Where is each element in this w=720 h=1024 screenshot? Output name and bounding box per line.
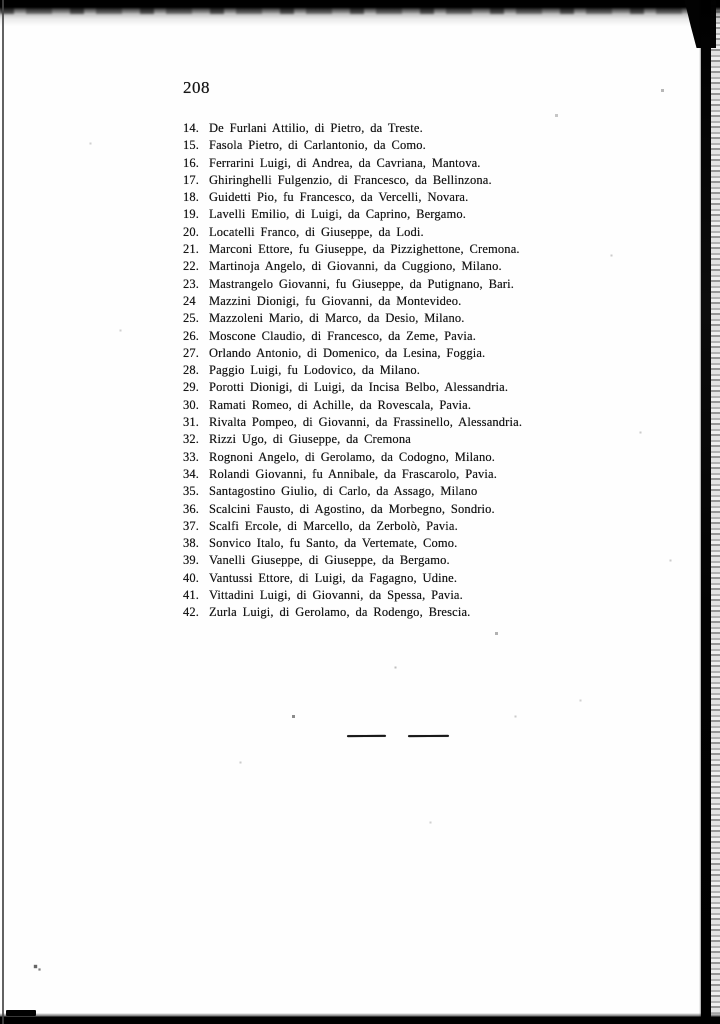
entry-number: 27. xyxy=(183,345,200,360)
entry-number: 17. xyxy=(183,172,200,187)
entry-number: 15. xyxy=(183,138,200,153)
entry-number: 31. xyxy=(183,415,200,430)
scan-edge-right xyxy=(701,0,711,1024)
list-item xyxy=(183,519,583,536)
entry-number: 25. xyxy=(183,311,200,326)
entry-number: 40. xyxy=(183,570,200,585)
list-item xyxy=(183,484,583,501)
entry-text: Orlando Antonio, di Domenico, da Lesina, Foggia. xyxy=(209,345,486,360)
entry-number: 28. xyxy=(183,363,200,378)
entry-text: Vantussi Ettore, di Luigi, da Fagagno, Udine. xyxy=(209,570,458,585)
list-item xyxy=(183,346,583,363)
entry-text: Vanelli Giuseppe, di Giuseppe, da Bergamo. xyxy=(209,553,450,568)
entry-number: 39. xyxy=(183,553,200,568)
list-item xyxy=(183,363,583,380)
entry-text: De Furlani Attilio, di Pietro, da Treste. xyxy=(209,121,423,135)
page-number: 208 xyxy=(183,78,210,97)
list-item xyxy=(183,380,583,397)
list-item xyxy=(183,329,583,346)
entry-text: Moscone Claudio, di Francesco, da Zeme, Pavia. xyxy=(209,328,476,343)
entry-text: Ghiringhelli Fulgenzio, di Francesco, da Bellinzona. xyxy=(209,172,492,187)
entry-text: Ramati Romeo, di Achille, da Rovescala, Pavia. xyxy=(209,397,472,412)
entry-number: 30. xyxy=(183,397,200,412)
entry-number: 21. xyxy=(183,242,200,257)
entry-text: Mastrangelo Giovanni, fu Giuseppe, da Putignano, Bari. xyxy=(209,276,514,291)
entry-text: Sonvico Italo, fu Santo, da Vertemate, Como. xyxy=(209,536,458,551)
name-roster xyxy=(183,121,583,623)
list-item xyxy=(183,311,583,328)
section-end-rules xyxy=(0,735,720,739)
entry-text: Porotti Dionigi, di Luigi, da Incisa Belbo, Alessandria. xyxy=(209,380,509,395)
entry-text: Rivalta Pompeo, di Giovanni, da Frassinello, Alessandria. xyxy=(209,415,523,430)
entry-text: Rolandi Giovanni, fu Annibale, da Frascarolo, Pavia. xyxy=(209,466,498,481)
entry-number: 20. xyxy=(183,224,200,239)
entry-number: 18. xyxy=(183,190,200,205)
entry-number: 36. xyxy=(183,501,200,516)
list-item xyxy=(183,173,583,190)
entry-number: 26. xyxy=(183,328,200,343)
scan-edge-bottom xyxy=(0,1013,720,1024)
entry-text: Locatelli Franco, di Giuseppe, da Lodi. xyxy=(209,224,424,239)
entry-number: 35. xyxy=(183,484,200,499)
entry-number: 23. xyxy=(183,276,200,291)
entry-text: Lavelli Emilio, di Luigi, da Caprino, Bergamo. xyxy=(209,207,467,222)
entry-number: 24 xyxy=(183,293,196,308)
entry-text: Guidetti Pio, fu Francesco, da Vercelli, Novara. xyxy=(209,190,469,205)
entry-number: 38. xyxy=(183,536,200,551)
list-item xyxy=(183,242,583,259)
entry-text: Marconi Ettore, fu Giuseppe, da Pizzighettone, Cremona. xyxy=(209,242,520,257)
entry-text: Scalfi Ercole, di Marcello, da Zerbolò, Pavia. xyxy=(209,518,458,533)
entry-text: Ferrarini Luigi, di Andrea, da Cavriana, Mantova. xyxy=(209,155,481,170)
entry-text: Rizzi Ugo, di Giuseppe, da Cremona xyxy=(209,432,411,447)
list-item xyxy=(183,156,583,173)
list-item xyxy=(183,277,583,294)
list-item xyxy=(183,467,583,484)
list-item xyxy=(183,571,583,588)
scan-edge-right-noise xyxy=(711,0,720,1024)
list-item xyxy=(183,398,583,415)
list-item xyxy=(183,432,583,449)
entry-number: 32. xyxy=(183,432,200,447)
list-item xyxy=(183,553,583,570)
list-item xyxy=(183,138,583,155)
entry-number: 42. xyxy=(183,605,200,620)
list-item xyxy=(183,415,583,432)
list-item xyxy=(183,450,583,467)
list-item xyxy=(183,588,583,605)
entry-text: Vittadini Luigi, di Giovanni, da Spessa, Pavia. xyxy=(209,588,463,603)
entry-text: Mazzini Dionigi, fu Giovanni, da Montevideo. xyxy=(209,293,462,308)
entry-text: Fasola Pietro, di Carlantonio, da Como. xyxy=(209,138,426,153)
scan-edge-top-texture xyxy=(0,6,720,14)
entry-text: Martinoja Angelo, di Giovanni, da Cuggiono, Milano. xyxy=(209,259,502,274)
entry-number: 14. xyxy=(183,121,200,135)
list-item xyxy=(183,294,583,311)
entry-number: 34. xyxy=(183,466,200,481)
list-item xyxy=(183,605,583,622)
end-rule-right xyxy=(408,735,449,738)
entry-number: 19. xyxy=(183,207,200,222)
scan-edge-left xyxy=(2,0,4,1024)
list-item xyxy=(183,259,583,276)
entry-text: Scalcini Fausto, di Agostino, da Morbegno, Sondrio. xyxy=(209,501,495,516)
entry-number: 29. xyxy=(183,380,200,395)
list-item xyxy=(183,536,583,553)
list-item xyxy=(183,502,583,519)
entry-number: 33. xyxy=(183,449,200,464)
entry-number: 22. xyxy=(183,259,200,274)
list-item xyxy=(183,207,583,224)
entry-number: 16. xyxy=(183,155,200,170)
entry-number: 37. xyxy=(183,518,200,533)
entry-text: Rognoni Angelo, di Gerolamo, da Codogno, Milano. xyxy=(209,449,496,464)
entry-text: Santagostino Giulio, di Carlo, da Assago, Milano xyxy=(209,484,478,499)
entry-number: 41. xyxy=(183,588,200,603)
end-rule-left xyxy=(347,735,386,738)
list-item xyxy=(183,225,583,242)
scan-edge-bottom-notch xyxy=(6,1010,36,1016)
list-item xyxy=(183,121,583,138)
entry-text: Mazzoleni Mario, di Marco, da Desio, Milano. xyxy=(209,311,465,326)
entry-text: Paggio Luigi, fu Lodovico, da Milano. xyxy=(209,363,421,378)
entry-text: Zurla Luigi, di Gerolamo, da Rodengo, Brescia. xyxy=(209,605,471,620)
list-item xyxy=(183,190,583,207)
